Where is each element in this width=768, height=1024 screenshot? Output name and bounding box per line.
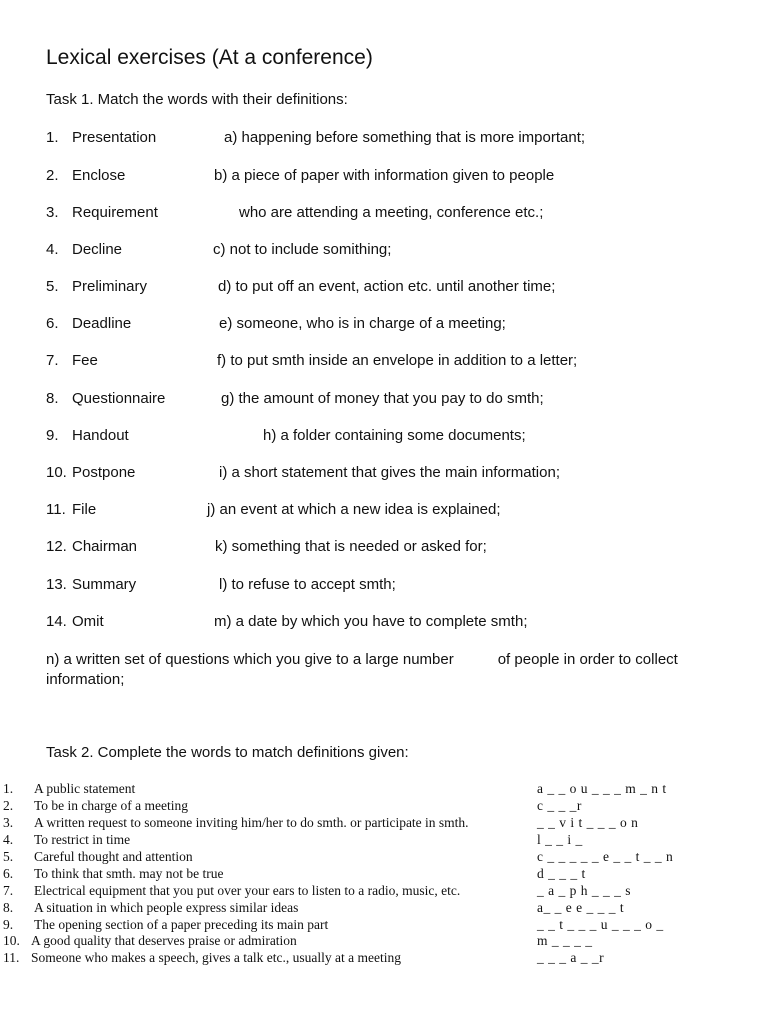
item-definition: e) someone, who is in charge of a meeting;	[219, 315, 506, 332]
item-word: Postpone	[72, 464, 136, 481]
item-number: 14.	[46, 613, 67, 630]
task2-heading: Task 2. Complete the words to match definitions given:	[46, 744, 409, 761]
item-answer: _ _ t _ _ _ u _ _ _ o _	[537, 917, 664, 932]
item-word: Handout	[72, 427, 129, 444]
item-number: 4.	[46, 241, 59, 258]
item-answer: c _ _ _r	[537, 798, 582, 813]
item-word: Omit	[72, 613, 104, 630]
item-word: Questionnaire	[72, 390, 166, 407]
item-word: Requirement	[72, 204, 158, 221]
item-answer: a_ _ e e _ _ _ t	[537, 900, 625, 915]
item-number: 9.	[3, 917, 14, 932]
item-number: 1.	[3, 781, 14, 796]
item-answer: _ _ v i t _ _ _ o n	[537, 815, 639, 830]
list-item	[0, 167, 768, 189]
item-answer: m _ _ _ _	[537, 933, 593, 948]
item-answer: a _ _ o u _ _ _ m _ n t	[537, 781, 667, 796]
item-definition: k) something that is needed or asked for;	[215, 538, 487, 555]
item-definition: A situation in which people express similar ideas	[34, 900, 299, 915]
page-title: Lexical exercises (At a conference)	[46, 46, 373, 69]
item-answer: _ a _ p h _ _ _ s	[537, 883, 631, 898]
item-number: 9.	[46, 427, 59, 444]
item-number: 8.	[3, 900, 14, 915]
list-item	[0, 950, 768, 967]
list-item	[0, 849, 768, 866]
list-item	[0, 798, 768, 815]
list-item	[0, 900, 768, 917]
item-definition: l) to refuse to accept smth;	[219, 576, 396, 593]
item-word: Chairman	[72, 538, 138, 555]
extra-definition	[46, 650, 706, 690]
item-number: 6.	[46, 315, 59, 332]
item-definition: To restrict in time	[34, 832, 131, 847]
list-item	[0, 933, 768, 950]
list-item	[0, 129, 768, 151]
list-item	[0, 501, 768, 523]
item-definition: m) a date by which you have to complete smth;	[214, 613, 528, 630]
item-definition: h) a folder containing some documents;	[263, 427, 526, 444]
list-item	[0, 883, 768, 900]
item-definition: d) to put off an event, action etc. until another time;	[218, 278, 556, 295]
item-answer: c _ _ _ _ _ e _ _ t _ _ n	[537, 849, 674, 864]
list-item	[0, 576, 768, 598]
item-definition: a) happening before something that is more important;	[224, 129, 586, 146]
item-number: 7.	[3, 883, 14, 898]
item-definition: A good quality that deserves praise or admiration	[31, 933, 297, 948]
item-number: 2.	[46, 167, 59, 184]
list-item	[0, 352, 768, 374]
item-definition: who are attending a meeting, conference etc.;	[239, 204, 544, 221]
item-number: 3.	[3, 815, 14, 830]
item-number: 7.	[46, 352, 59, 369]
list-item	[0, 390, 768, 412]
item-word: Deadline	[72, 315, 132, 332]
item-number: 8.	[46, 390, 59, 407]
item-number: 12.	[46, 538, 67, 555]
item-word: Preliminary	[72, 278, 148, 295]
item-number: 5.	[3, 849, 14, 864]
item-definition: f) to put smth inside an envelope in addition to a letter;	[217, 352, 578, 369]
item-number: 1.	[46, 129, 59, 146]
item-definition: j) an event at which a new idea is explained;	[207, 501, 501, 518]
list-item	[0, 204, 768, 226]
extra-definition-part2: of people in order to collect information;	[46, 651, 678, 688]
item-answer: l _ _ i _	[537, 832, 583, 847]
item-word: Fee	[72, 352, 98, 369]
extra-definition-part1: n) a written set of questions which you give to a large number	[46, 651, 454, 668]
item-word: Summary	[72, 576, 137, 593]
item-number: 3.	[46, 204, 59, 221]
item-definition: A written request to someone inviting him/her to do smth. or participate in smth.	[34, 815, 469, 830]
list-item	[0, 464, 768, 486]
item-definition: Careful thought and attention	[34, 849, 193, 864]
list-item	[0, 866, 768, 883]
item-word: Decline	[72, 241, 123, 258]
item-definition: b) a piece of paper with information given to people	[214, 167, 555, 184]
item-number: 13.	[46, 576, 67, 593]
item-number: 11.	[3, 950, 20, 965]
list-item	[0, 427, 768, 449]
item-definition: g) the amount of money that you pay to do smth;	[221, 390, 544, 407]
item-definition: c) not to include somithing;	[213, 241, 392, 258]
list-item	[0, 241, 768, 263]
list-item	[0, 613, 768, 635]
item-number: 10.	[46, 464, 67, 481]
item-answer: d _ _ _ t	[537, 866, 586, 881]
item-definition: Electrical equipment that you put over your ears to listen to a radio, music, etc.	[34, 883, 461, 898]
item-number: 5.	[46, 278, 59, 295]
item-number: 11.	[46, 501, 66, 518]
list-item	[0, 832, 768, 849]
item-answer: _ _ _ a _ _r	[537, 950, 605, 965]
list-item	[0, 538, 768, 560]
item-definition: To be in charge of a meeting	[34, 798, 188, 813]
item-definition: The opening section of a paper preceding its main part	[34, 917, 329, 932]
item-definition: To think that smth. may not be true	[34, 866, 224, 881]
item-definition: A public statement	[34, 781, 136, 796]
task1-heading: Task 1. Match the words with their definitions:	[46, 91, 348, 108]
item-word: Presentation	[72, 129, 157, 146]
list-item	[0, 917, 768, 934]
item-definition: Someone who makes a speech, gives a talk etc., usually at a meeting	[31, 950, 402, 965]
item-number: 6.	[3, 866, 14, 881]
list-item	[0, 781, 768, 798]
item-number: 4.	[3, 832, 14, 847]
list-item	[0, 815, 768, 832]
item-definition: i) a short statement that gives the main information;	[219, 464, 560, 481]
item-number: 2.	[3, 798, 14, 813]
item-number: 10.	[3, 933, 20, 948]
item-word: File	[72, 501, 97, 518]
list-item	[0, 278, 768, 300]
item-word: Enclose	[72, 167, 126, 184]
list-item	[0, 315, 768, 337]
